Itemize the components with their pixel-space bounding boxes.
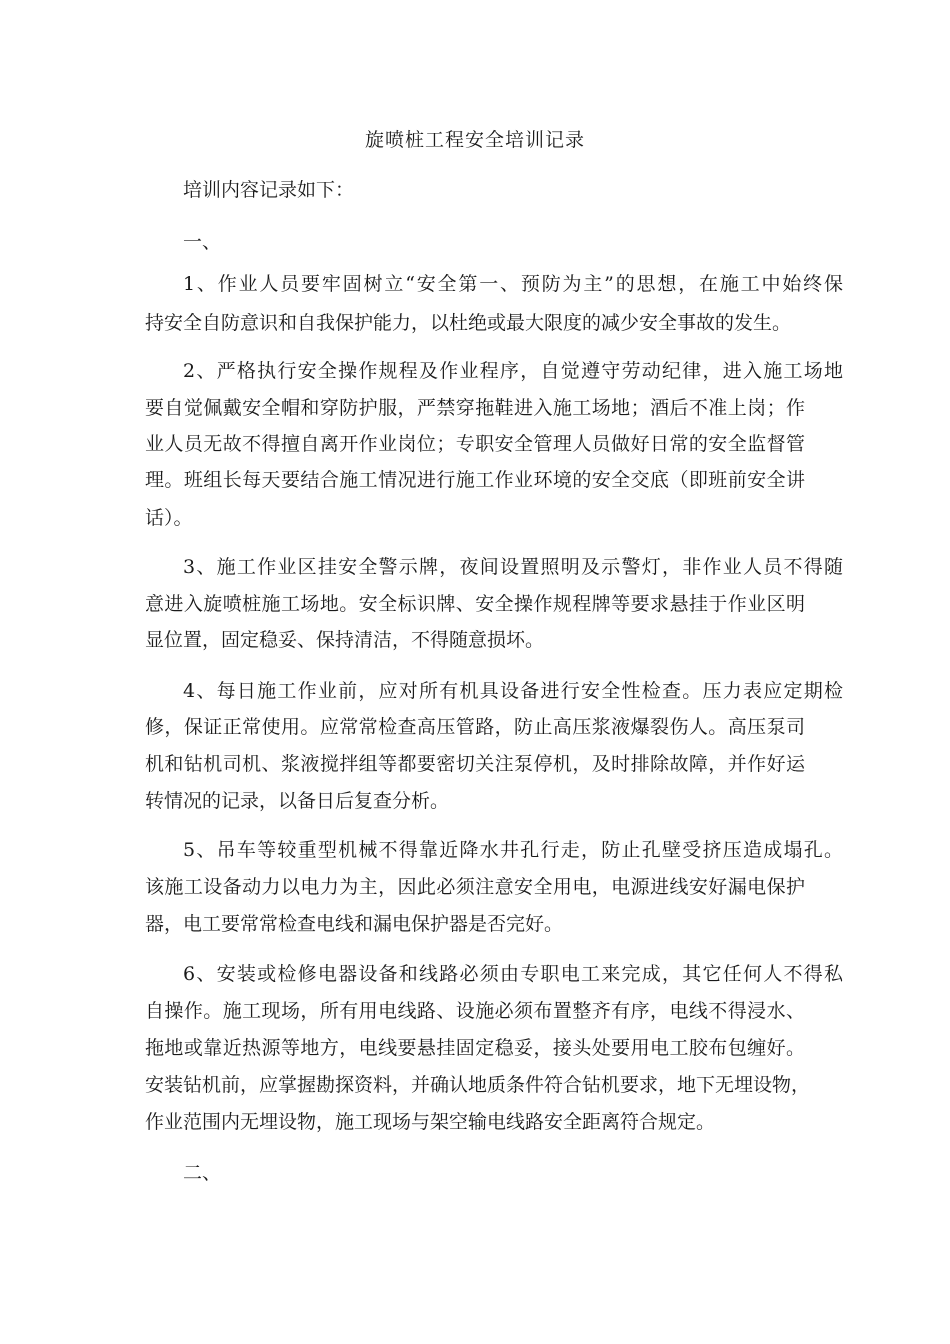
item-1-line-2: 持安全自防意识和自我保护能力，以杜绝或最大限度的减少安全事故的发生。	[145, 312, 792, 334]
item-6-line-4: 安装钻机前，应掌握勘探资料，并确认地质条件符合钻机要求，地下无埋设物，	[145, 1074, 811, 1096]
item-4-line-1: 4、每日施工作业前，应对所有机具设备进行安全性检查。压力表应定期检	[183, 680, 843, 702]
intro-text: 培训内容记录如下：	[183, 179, 355, 201]
item-6-line-1: 6、安装或检修电器设备和线路必须由专职电工来完成，其它任何人不得私	[183, 963, 843, 985]
item-2-line-1: 2、严格执行安全操作规程及作业程序，自觉遵守劳动纪律，进入施工场地	[183, 360, 843, 382]
item-2-line-3: 业人员无故不得擅自离开作业岗位；专职安全管理人员做好日常的安全监督管	[145, 433, 805, 455]
item-4-line-3: 机和钻机司机、浆液搅拌组等都要密切关注泵停机，及时排除故障，并作好运	[145, 753, 805, 775]
item-1-line-1: 1、作业人员要牢固树立“安全第一、预防为主”的思想，在施工中始终保	[183, 273, 843, 295]
item-3-line-2: 意进入旋喷桩施工场地。安全标识牌、安全操作规程牌等要求悬挂于作业区明	[145, 593, 805, 615]
item-2-line-2: 要自觉佩戴安全帽和穿防护服，严禁穿拖鞋进入施工场地；酒后不准上岗；作	[145, 397, 805, 419]
section-heading-2: 二、	[183, 1162, 222, 1184]
item-3-line-1: 3、施工作业区挂安全警示牌，夜间设置照明及示警灯，非作业人员不得随	[183, 556, 843, 578]
item-4-line-4: 转情况的记录，以备日后复查分析。	[145, 790, 450, 812]
item-4-line-2: 修，保证正常使用。应常常检查高压管路，防止高压浆液爆裂伤人。高压泵司	[145, 716, 805, 738]
item-2-line-5: 话）。	[145, 507, 193, 529]
item-2-line-4: 理。班组长每天要结合施工情况进行施工作业环境的安全交底（即班前安全讲	[145, 469, 805, 491]
item-3-line-3: 显位置，固定稳妥、保持清洁，不得随意损坏。	[145, 629, 545, 651]
item-6-line-5: 作业范围内无埋设物，施工现场与架空输电线路安全距离符合规定。	[145, 1111, 716, 1133]
document-title: 旋喷桩工程安全培训记录	[364, 129, 585, 151]
item-5-line-2: 该施工设备动力以电力为主，因此必须注意安全用电，电源进线安好漏电保护	[145, 876, 805, 898]
item-5-line-3: 器，电工要常常检查电线和漏电保护器是否完好。	[145, 913, 564, 935]
item-6-line-2: 自操作。施工现场，所有用电线路、设施必须布置整齐有序，电线不得浸水、	[145, 1000, 805, 1022]
section-heading-1: 一、	[183, 231, 222, 253]
item-5-line-1: 5、吊车等较重型机械不得靠近降水井孔行走，防止孔壁受挤压造成塌孔。	[183, 839, 843, 861]
item-6-line-3: 拖地或靠近热源等地方，电线要悬挂固定稳妥，接头处要用电工胶布包缠好。	[145, 1037, 805, 1059]
